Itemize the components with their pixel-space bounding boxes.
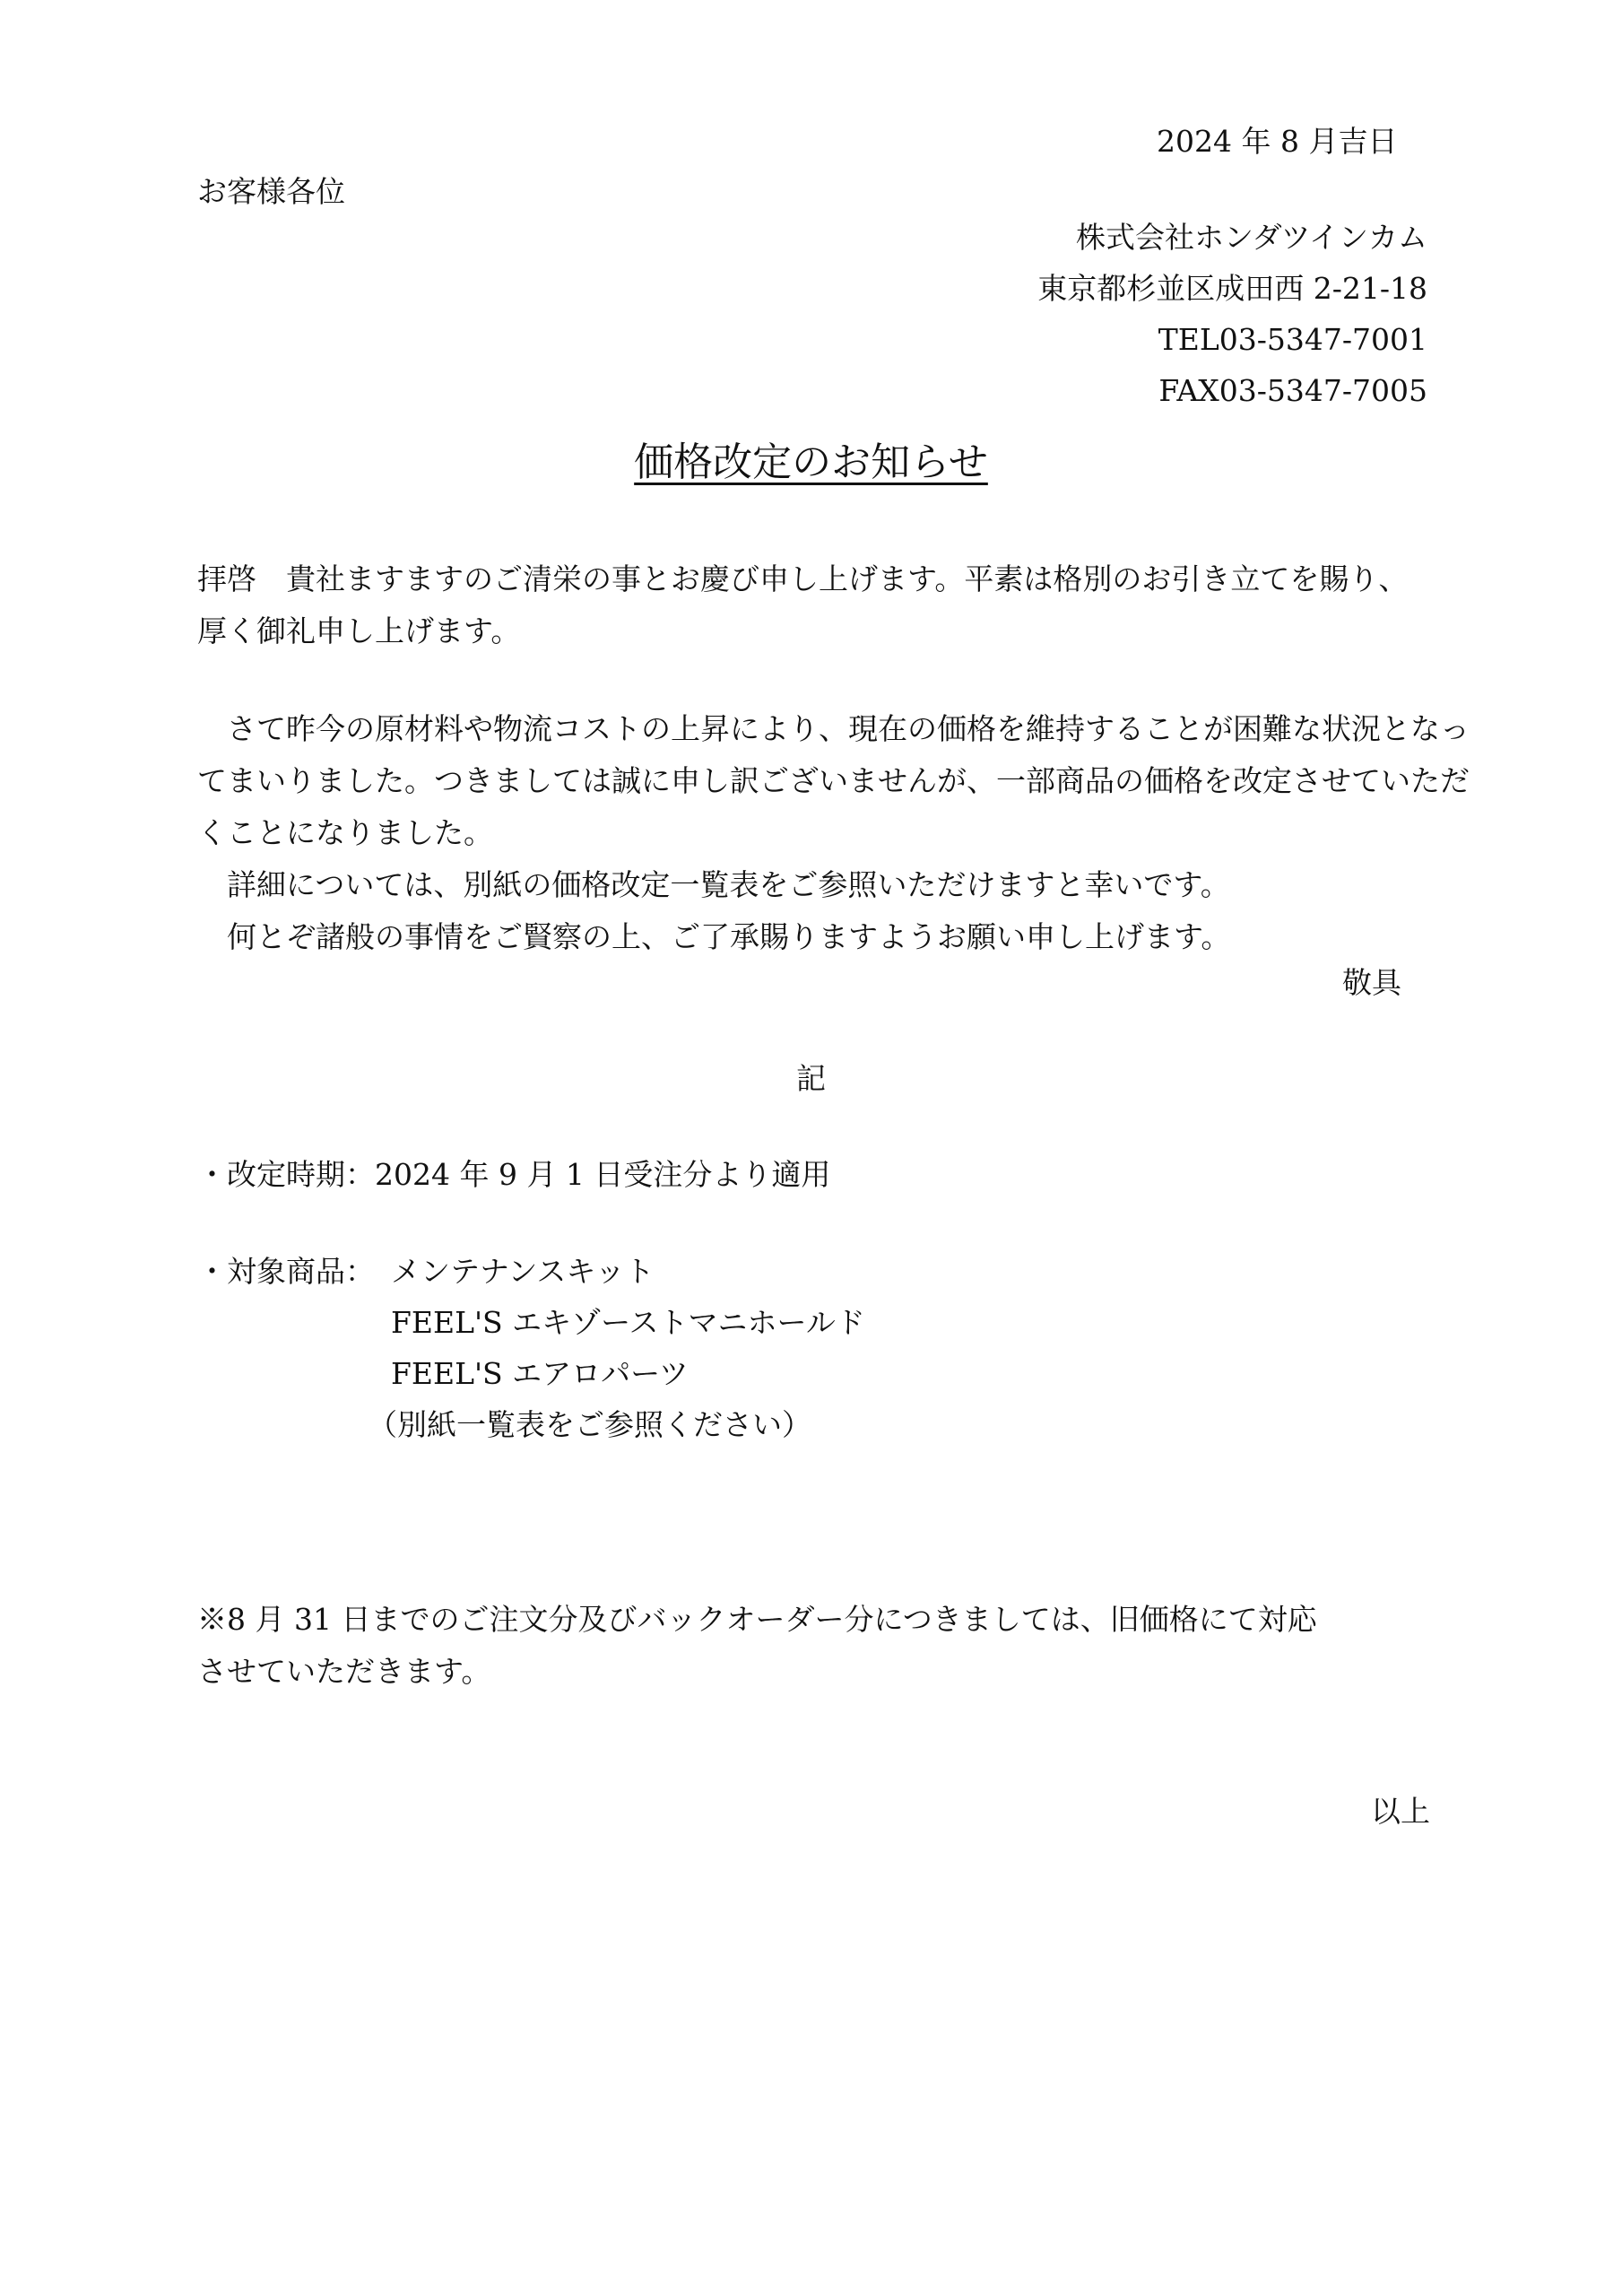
revision-period: ・改定時期：2024 年 9 月 1 日受注分より適用 — [197, 1157, 831, 1192]
sender-fax: FAX03-5347-7005 — [1158, 373, 1427, 408]
product-item: FEEL'S エキゾーストマニホールド — [391, 1305, 865, 1340]
page-title — [0, 438, 1622, 488]
target-products-note: （別紙一覧表をご参照ください） — [368, 1407, 811, 1442]
letter-date: 2024 年 8 月吉日 — [1157, 124, 1398, 159]
greeting-line: 拝啓 貴社ますますのご清栄の事とお慶び申し上げます。平素は格別のお引き立てを賜り、 — [197, 561, 1409, 596]
sender-address: 東京都杉並区成田西 2-21-18 — [1037, 271, 1427, 306]
note-line: ※8 月 31 日までのご注文分及びバックオーダー分につきましては、旧価格にて対応 — [197, 1602, 1317, 1637]
target-products-label: ・対象商品： — [197, 1254, 375, 1289]
greeting-line: 厚く御礼申し上げます。 — [197, 613, 521, 648]
body-line: くことになりました。 — [197, 815, 493, 850]
body-line: 詳細については、別紙の価格改定一覧表をご参照いただけますと幸いです。 — [227, 867, 1230, 902]
recipient: お客様各位 — [197, 174, 345, 209]
body-line: 何とぞ諸般の事情をご賢察の上、ご了承賜りますようお願い申し上げます。 — [227, 919, 1231, 954]
sender-company: 株式会社ホンダツインカム — [1075, 220, 1427, 255]
ki-heading: 記 — [796, 1061, 826, 1096]
closing-ijou: 以上 — [1371, 1794, 1430, 1829]
closing-keigu: 敬具 — [1342, 965, 1401, 1000]
note-line: させていただきます。 — [197, 1654, 491, 1689]
sender-tel: TEL03-5347-7001 — [1158, 322, 1427, 357]
product-item: メンテナンスキット — [391, 1254, 655, 1289]
body-line: てまいりました。つきましては誠に申し訳ございませんが、一部商品の価格を改定させていただ — [197, 763, 1470, 798]
body-line: さて昨今の原材料や物流コストの上昇により、現在の価格を維持することが困難な状況となっ — [227, 711, 1470, 746]
page-title-text: 価格改定のお知らせ — [634, 439, 988, 485]
product-item: FEEL'S エアロパーツ — [391, 1356, 689, 1391]
